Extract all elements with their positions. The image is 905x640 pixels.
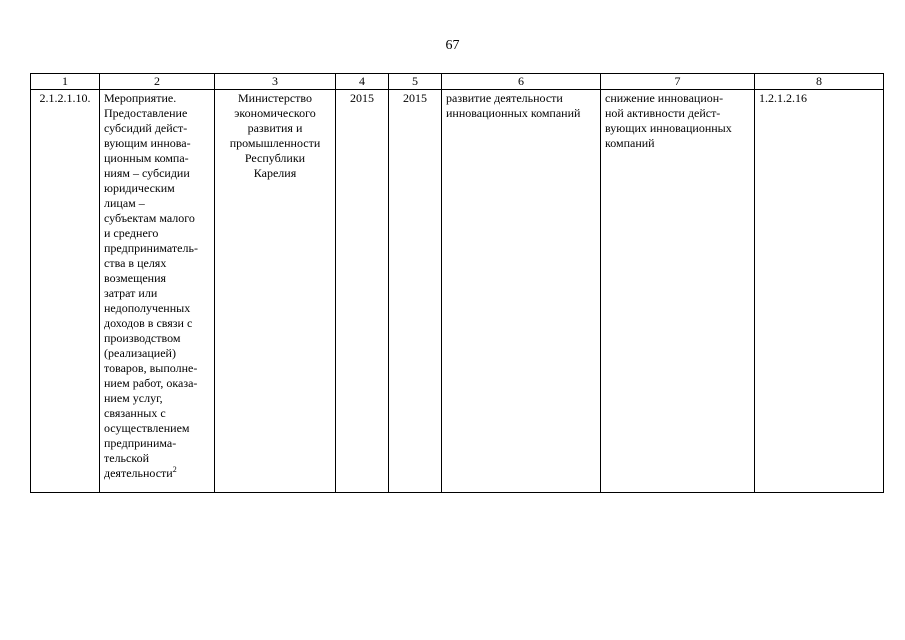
- table-header-row: [31, 74, 884, 90]
- activity-description-cell: [100, 90, 215, 493]
- indicator-link: 1.2.1.2.16: [759, 91, 807, 105]
- table-row: [31, 90, 884, 493]
- start-year-cell: [336, 90, 389, 493]
- end-year: 2015: [403, 91, 427, 105]
- program-activities-table: [30, 73, 884, 493]
- column-header-2: 2: [100, 74, 215, 90]
- column-header-5: 5: [389, 74, 442, 90]
- column-header-7: 7: [601, 74, 755, 90]
- executor: Министерство экономического развития и промышленности Республики Карелия: [229, 91, 321, 180]
- start-year: 2015: [350, 91, 374, 105]
- expected-result-cell: [442, 90, 601, 493]
- executor-cell: [215, 90, 336, 493]
- end-year-cell: [389, 90, 442, 493]
- footnote-marker: 2: [172, 465, 177, 474]
- column-header-1: 1: [31, 74, 100, 90]
- column-header-6: 6: [442, 74, 601, 90]
- consequences: снижение инновацион- ной активности дейст- вующих инновационных компаний: [605, 91, 732, 150]
- activity-code-cell: [31, 90, 100, 493]
- page-number: 67: [445, 38, 460, 53]
- indicator-link-cell: [755, 90, 884, 493]
- activity-code: 2.1.2.1.10.: [39, 91, 91, 105]
- column-header-3: 3: [215, 74, 336, 90]
- expected-result: развитие деятельности инновационных компаний: [446, 91, 581, 120]
- activity-description: Мероприятие. Предоставление субсидий дейст- вующим иннова- ционным компа- ниям – субсидии юридическим лицам – субъектам малого и среднего предприниматель- ства в целях возмещения затрат или недополученных доходов в связи с производством (реализацией) товаров, выполне- нием работ, оказа- нием услуг, связанных с осуществлением предпринима- тельской деятельности: [104, 91, 198, 480]
- column-header-8: 8: [755, 74, 884, 90]
- consequences-cell: [601, 90, 755, 493]
- column-header-4: 4: [336, 74, 389, 90]
